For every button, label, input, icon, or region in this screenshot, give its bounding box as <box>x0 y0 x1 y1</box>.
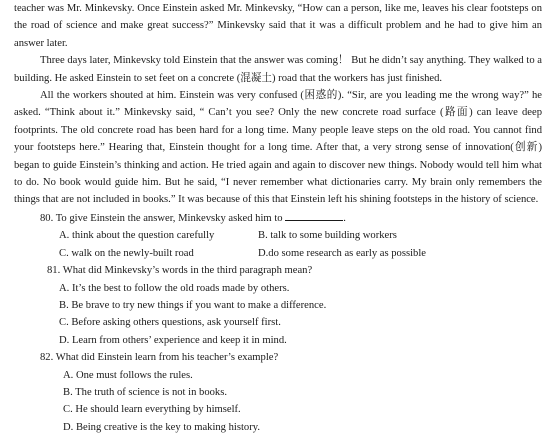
question-81-option-d: D. Learn from others’ experience and keep it in mind. <box>59 334 287 346</box>
question-82-option-d: D. Being creative is the key to making history. <box>63 421 261 433</box>
reading-passage <box>14 0 542 209</box>
question-82-option-a: A. One must follows the rules. <box>63 369 193 381</box>
question-80-option-b: B. talk to some building workers <box>258 230 397 242</box>
question-81-option-b: B. Be brave to try new things if you want to make a difference. <box>59 299 327 311</box>
answer-blank <box>285 209 343 221</box>
question-82-option-c: C. He should learn everything by himself. <box>63 404 241 416</box>
question-82-stem: 82. What did Einstein learn from his teacher’s example? <box>40 352 279 364</box>
question-82-option-b: B. The truth of science is not in books. <box>63 386 227 398</box>
question-80-option-a: A. think about the question carefully <box>59 230 215 242</box>
question-81-option-c: C. Before asking others questions, ask yourself first. <box>59 317 281 329</box>
question-80-options <box>14 227 542 262</box>
passage-paragraph-3: All the workers shouted at him. Einstein was very confused (困惑的). “Sir, are you leading me the wrong way?” he asked. “Think about it.” Minkevsky said, “ Can’t you see? Only the new concrete road surface (路面) can leave deep footprints. The old concrete road has been hard for a long time. Many people leave steps on the old road. You cannot find your footsteps here.” Hearing that, Einstein thought for a long time. After that, a very strong sense of innovation(创新) began to guide Einstein’s thinking and action. He tried again and again to discover new things. Nobody would tell him what to do. No book would guide him. But he said, “I never remember what dictionaries carry. My brain only remembers the things that are not included in books.” It was because of this that Einstein left his shining footsteps in the history of science. <box>14 90 542 206</box>
question-81-option-a: A. It’s the best to follow the old roads made by others. <box>59 282 290 294</box>
question-80-stem-end: . <box>343 212 346 224</box>
question-80 <box>14 209 542 262</box>
question-80-option-c: C. walk on the newly-built road <box>59 247 194 259</box>
passage-paragraph-1: teacher was Mr. Minkevsky. Once Einstein asked Mr. Minkevsky, “How can a person, like me, leaves his clear footsteps on the road of science and make great success?” Minkevsky said that it was a difficult problem and he had to give him an answer later. <box>14 3 542 49</box>
question-81-stem: 81. What did Minkevsky’s words in the third paragraph mean? <box>47 265 313 277</box>
question-82 <box>14 349 542 436</box>
question-81 <box>14 262 542 349</box>
question-80-stem <box>14 209 542 227</box>
passage-paragraph-2: Three days later, Minkevsky told Einstein that the answer was coming！ But he didn’t say anything. They walked to a building. He asked Einstein to set feet on a concrete (混凝土) road that the workers has just finished. <box>14 55 542 84</box>
question-80-stem-text: 80. To give Einstein the answer, Minkevsky asked him to <box>40 212 283 224</box>
question-80-option-d: D.do some research as early as possible <box>258 247 426 259</box>
question-list <box>14 209 542 436</box>
